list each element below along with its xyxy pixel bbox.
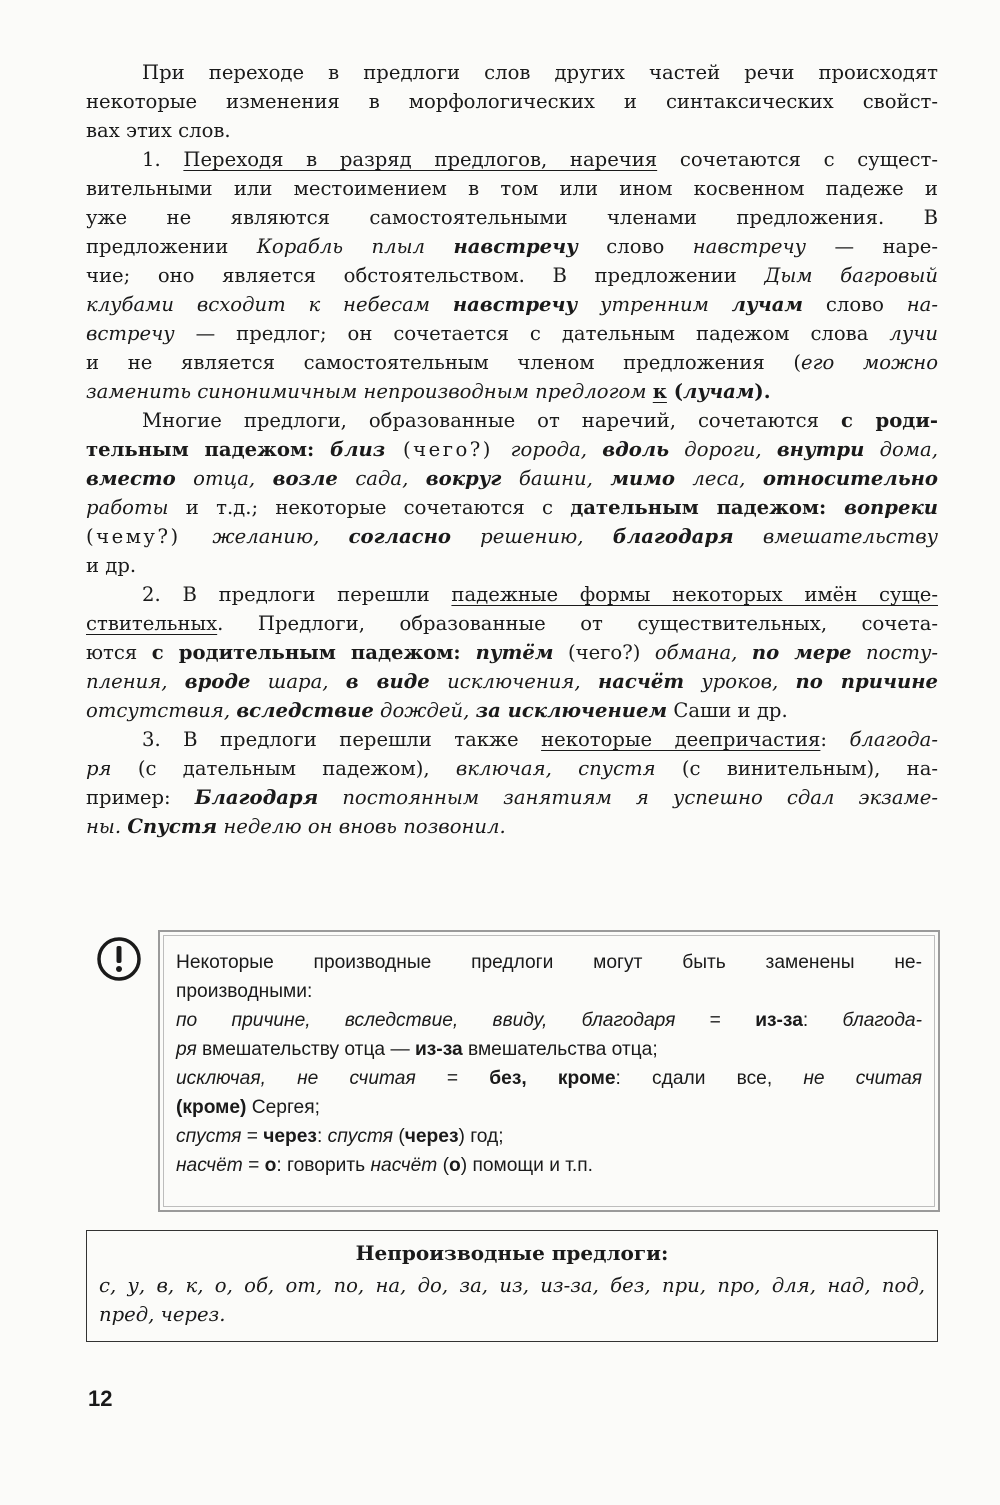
notice-text — [176, 948, 922, 1180]
notice-line: исключая, не считая = без, кроме: сдали все, не считая — [176, 1068, 922, 1089]
text-line: 3. В предлоги перешли также некоторые деепричастия: благода- — [142, 728, 938, 751]
text-line: ствительных. Предлоги, образованные от существительных, сочета- — [86, 612, 938, 635]
text-line: 1. Переходя в разряд предлогов, наречия сочетаются с сущест- — [142, 148, 938, 171]
prepositions-line: с, у, в, к, о, об, от, по, на, до, за, из, из-за, без, при, про, для, над, под, — [99, 1274, 925, 1297]
prepositions-box-title: Непроизводные предлоги: — [355, 1241, 669, 1265]
main-text — [86, 58, 938, 841]
text-line: вах этих слов. — [86, 119, 231, 142]
exclamation-icon — [96, 936, 142, 982]
notice-line: ря вмешательству отца — из-за вмешательства отца; — [176, 1039, 658, 1060]
text-line: работы и т.д.; некоторые сочетаются с дательным падежом: вопреки — [86, 496, 938, 519]
text-line: и др. — [86, 554, 137, 577]
text-line: Многие предлоги, образованные от наречий, сочетаются с роди- — [142, 409, 938, 432]
text-line: вительными или местоимением в том или ином косвенном падеже и — [86, 177, 938, 200]
text-line: и не является самостоятельным членом предложения (его можно — [86, 351, 938, 374]
text-line: чие; оно является обстоятельством. В предложении Дым багровый — [86, 264, 938, 287]
prepositions-line: пред, через. — [99, 1303, 226, 1326]
notice-line: (кроме) Сергея; — [176, 1097, 320, 1118]
text-line: ются с родительным падежом: путём (чего?) обмана, по мере посту- — [86, 641, 938, 664]
page-number: 12 — [88, 1386, 113, 1411]
text-line: тельным падежом: близ (чего?) города, вдоль дороги, внутри дома, — [86, 438, 938, 461]
text-line: клубами всходит к небесам навстречу утренним лучам слово на- — [86, 293, 938, 316]
text-line: предложении Корабль плыл навстречу слово навстречу — наре- — [86, 235, 938, 258]
text-line: уже не являются самостоятельными членами предложения. В — [86, 206, 938, 229]
text-line: вместо отца, возле сада, вокруг башни, мимо леса, относительно — [86, 467, 938, 490]
prepositions-box — [86, 1230, 938, 1342]
text-line: При переходе в предлоги слов других частей речи происходят — [142, 61, 938, 84]
text-line: пления, вроде шара, в виде исключения, насчёт уроков, по причине — [86, 670, 938, 693]
notice-line: производными: — [176, 981, 313, 1002]
notice-line: по причине, вследствие, ввиду, благодаря = из-за: благода- — [176, 1010, 922, 1031]
text-line: заменить синонимичным непроизводным предлогом к (лучам). — [86, 380, 771, 403]
text-line: ны. Спустя неделю он вновь позвонил. — [86, 815, 506, 838]
text-line: ря (с дательным падежом), включая, спустя (с винительным), на- — [86, 757, 939, 780]
notice-line: Некоторые производные предлоги могут быть заменены не- — [176, 952, 922, 973]
text-line: (чему?) желанию, согласно решению, благодаря вмешательству — [86, 525, 938, 548]
text-line: встречу — предлог; он сочетается с дательным падежом слова лучи — [86, 322, 938, 345]
text-line: отсутствия, вследствие дождей, за исключением Саши и др. — [86, 699, 788, 722]
notice-line: насчёт = о: говорить насчёт (о) помощи и т.п. — [176, 1155, 593, 1176]
text-line: некоторые изменения в морфологических и синтаксических свойст- — [86, 90, 938, 113]
text-line: пример: Благодаря постоянным занятиям я успешно сдал экзаме- — [86, 786, 938, 809]
notice-line: спустя = через: спустя (через) год; — [176, 1126, 504, 1147]
notice-box — [158, 930, 940, 1212]
text-line: 2. В предлоги перешли падежные формы некоторых имён суще- — [142, 583, 938, 606]
prepositions-list — [99, 1271, 925, 1329]
